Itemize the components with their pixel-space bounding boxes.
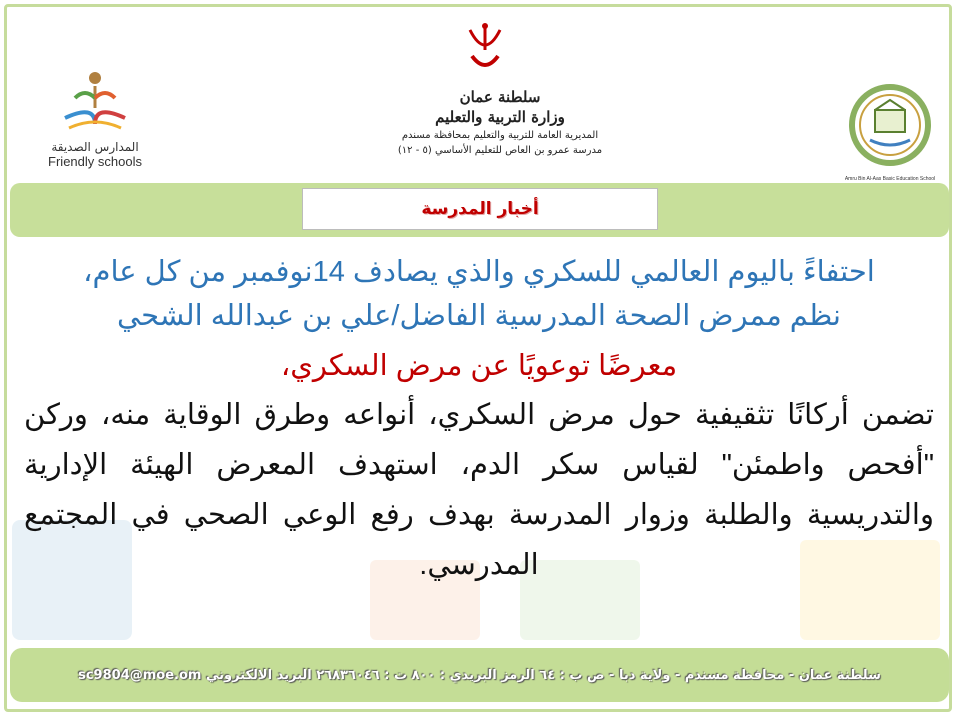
news-title: أخبار المدرسة: [421, 199, 539, 219]
body-paragraph: تضمن أركانًا تثقيفية حول مرض السكري، أنواعه وطرق الوقاية منه، وركن "أفحص واطمئن" لقياس سكر الدم، استهدف المعرض الهيئة الإدارية والتدريسية والطلبة وزوار المدرسة بهدف رفع الوعي الصحي في المجتمع المدرسي.: [24, 399, 934, 581]
news-title-box: [302, 188, 658, 230]
footer-contact-text: سلطنة عمان - محافظة مسندم - ولاية دبا - ص ب : ٦٤ الرمز البريدي : ٨٠٠ ت : ٢٦٨٣٦٠٤٦ البريد الالكتروني sc9804@moe.om: [78, 667, 881, 683]
intro-line-2: نظم ممرض الصحة المدرسية الفاضل/علي بن عبدالله الشحي: [117, 300, 841, 332]
friendly-schools-logo: [40, 68, 150, 188]
country-name: سلطنة عمان: [459, 88, 541, 106]
news-content: [14, 250, 944, 590]
letterhead: [10, 10, 950, 180]
school-logo-english: Amru Bin Al-Aas Basic Education School: [845, 176, 935, 182]
friendly-schools-arabic: المدارس الصديقة: [51, 140, 139, 154]
school-logo: [845, 80, 935, 190]
exhibition-line: معرضًا توعويًا عن مرض السكري،: [280, 350, 678, 382]
oman-emblem-icon: [460, 20, 510, 80]
directorate-name: المديرية العامة للتربية والتعليم بمحافظة مسندم: [401, 130, 599, 141]
ministry-letterhead: [360, 88, 640, 156]
footer-contact-bar: [10, 648, 949, 702]
school-name: مدرسة عمرو بن العاص للتعليم الأساسي (٥ - ١٢): [397, 145, 603, 156]
friendly-schools-emblem-icon: [55, 68, 135, 138]
ministry-name: وزارة التربية والتعليم: [435, 108, 565, 126]
friendly-schools-english: Friendly schools: [48, 154, 142, 169]
intro-line-1: احتفاءً باليوم العالمي للسكري والذي يصادف 14نوفمبر من كل عام،: [83, 256, 875, 288]
